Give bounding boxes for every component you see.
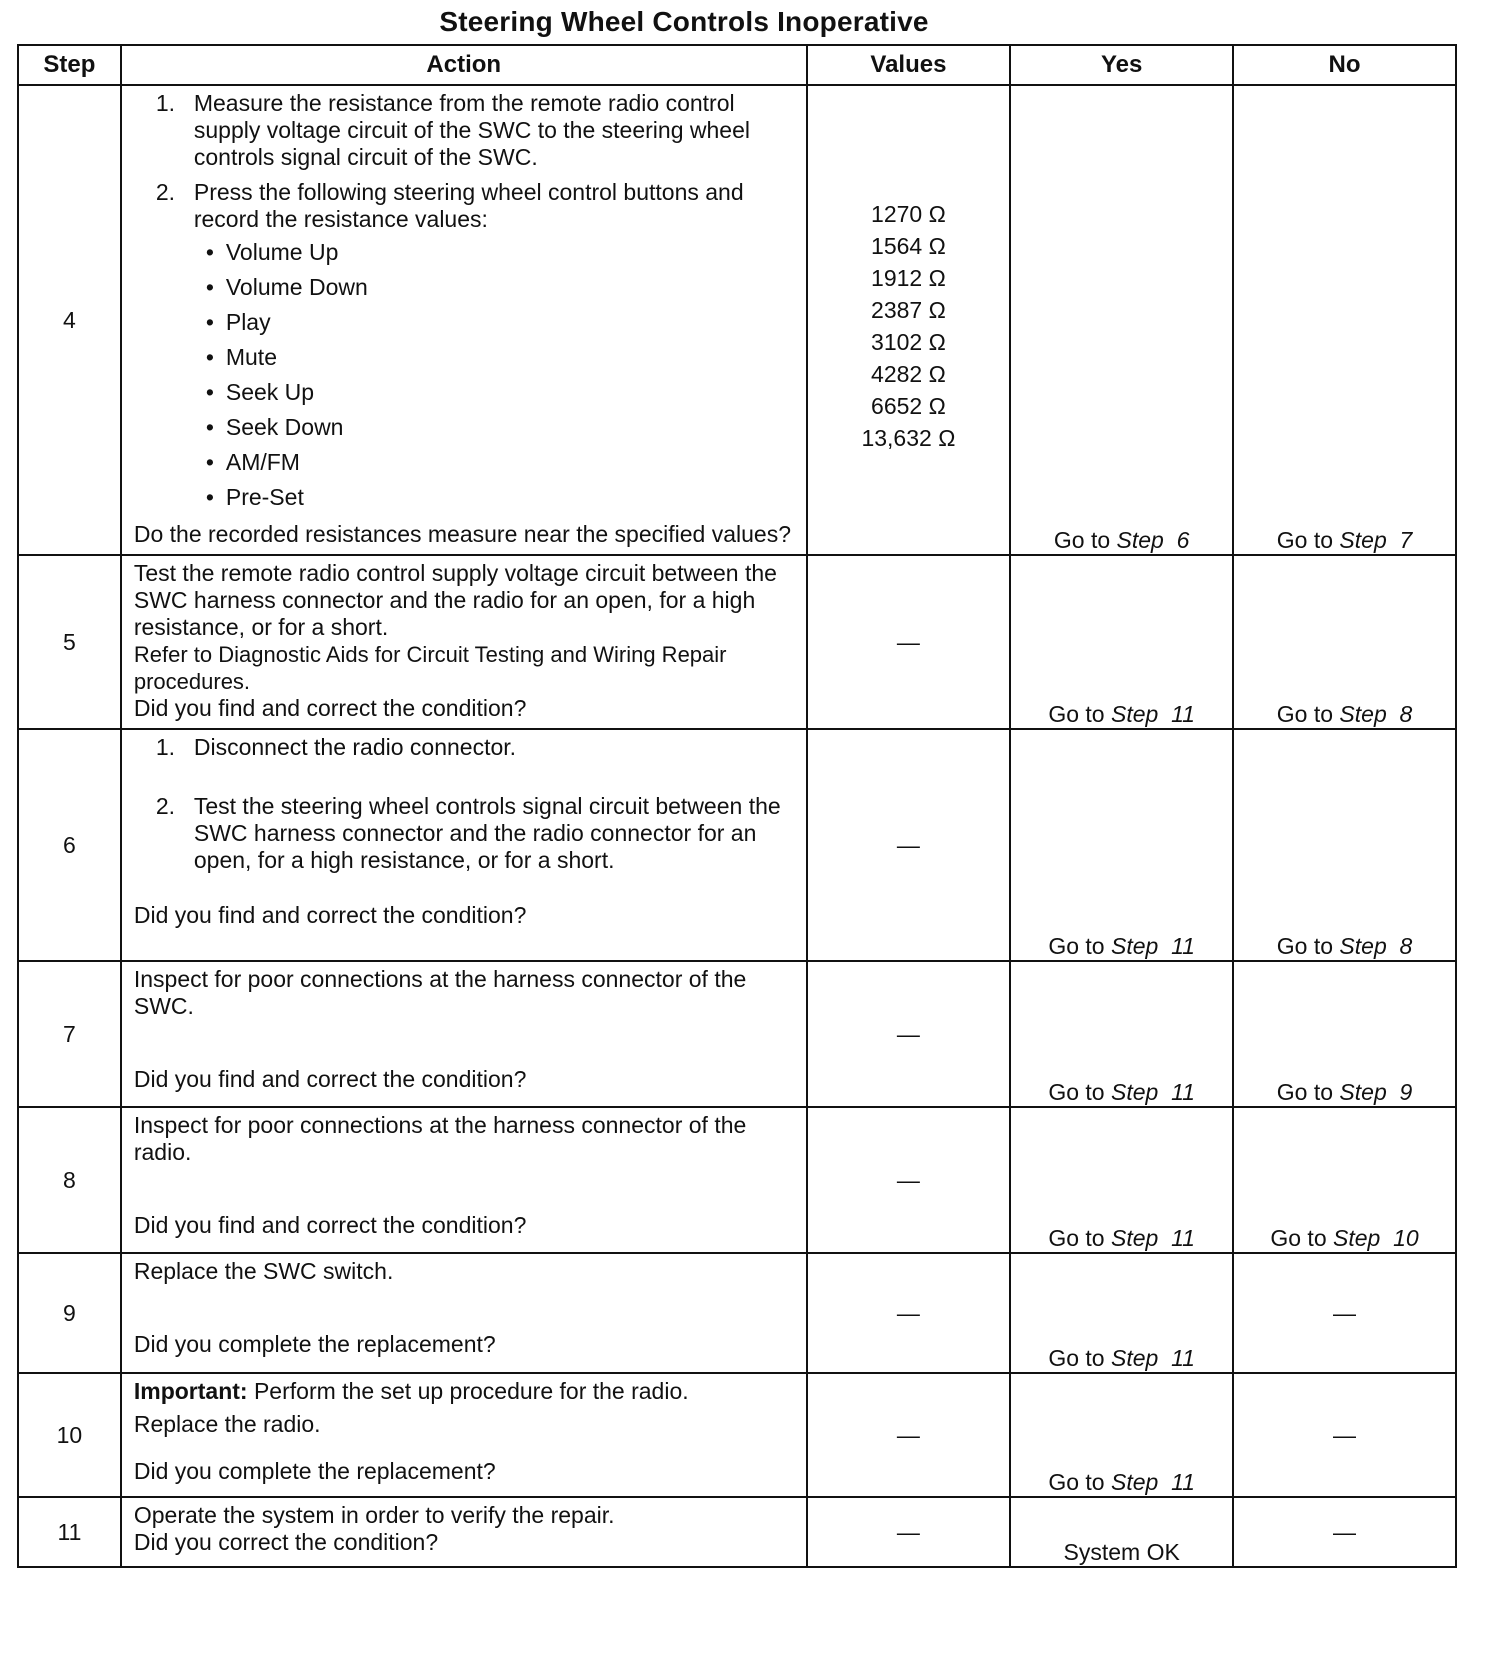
step-number: 7 bbox=[18, 961, 121, 1107]
step-number: 8 bbox=[18, 1107, 121, 1253]
question-text: Did you complete the replacement? bbox=[133, 1458, 496, 1484]
value-item: 3102 Ω bbox=[871, 329, 946, 355]
no-cell bbox=[1233, 555, 1456, 729]
header-no: No bbox=[1233, 45, 1456, 85]
values-cell: — bbox=[807, 1497, 1011, 1567]
value-item: 1270 Ω bbox=[871, 201, 946, 227]
action-text: Test the remote radio control supply voltage circuit between the SWC harness connector and the radio for an open, for a high resistance, or for a short. bbox=[133, 560, 777, 640]
item-text: Measure the resistance from the remote radio control supply voltage circuit of the SWC to the steering wheel controls signal circuit of the SWC. bbox=[193, 90, 750, 170]
yes-step-number: 11 bbox=[1171, 1345, 1195, 1371]
question-text: Did you find and correct the condition? bbox=[133, 1212, 527, 1238]
item-number: 1. bbox=[155, 734, 176, 760]
list-item: • Seek Up bbox=[134, 375, 796, 410]
step-number: 6 bbox=[18, 729, 121, 961]
question-text: Did you find and correct the condition? bbox=[133, 695, 527, 721]
no-cell bbox=[1233, 729, 1456, 961]
yes-cell bbox=[1010, 1373, 1233, 1497]
step-number: 9 bbox=[18, 1253, 121, 1373]
note-text: Refer to Diagnostic Aids for Circuit Testing and Wiring Repair procedures. bbox=[133, 642, 727, 694]
table-row-step-5 bbox=[18, 555, 1456, 729]
question-text: Did you find and correct the condition? bbox=[133, 902, 527, 928]
action-cell bbox=[121, 1253, 807, 1373]
yes-cell bbox=[1010, 555, 1233, 729]
value-item: 6652 Ω bbox=[871, 393, 946, 419]
step-number: 11 bbox=[18, 1497, 121, 1567]
action-cell bbox=[121, 1107, 807, 1253]
goto-text: Go to bbox=[1270, 1225, 1327, 1251]
yes-step-number: 11 bbox=[1171, 1469, 1195, 1495]
goto-text: Go to bbox=[1048, 1079, 1105, 1105]
header-values: Values bbox=[807, 45, 1011, 85]
item-number: 1. bbox=[155, 90, 176, 116]
no-step-number: 9 bbox=[1399, 1079, 1413, 1105]
important-label: Important: bbox=[133, 1378, 248, 1404]
step-number: 10 bbox=[18, 1373, 121, 1497]
action-cell bbox=[121, 961, 807, 1107]
step-word: Step bbox=[1339, 933, 1387, 959]
values-cell: — bbox=[807, 1373, 1011, 1497]
goto-text: Go to bbox=[1048, 1469, 1105, 1495]
action-item bbox=[134, 793, 796, 874]
step-word: Step bbox=[1116, 527, 1164, 553]
values-cell: — bbox=[807, 729, 1011, 961]
table-row-step-4 bbox=[18, 85, 1456, 555]
step-word: Step bbox=[1333, 1225, 1381, 1251]
list-item: • Seek Down bbox=[134, 410, 796, 445]
no-step-number: 8 bbox=[1399, 701, 1413, 727]
item-text: Press the following steering wheel control buttons and record the resistance values: bbox=[193, 179, 744, 232]
table-row-step-7 bbox=[18, 961, 1456, 1107]
question-text: Did you complete the replacement? bbox=[133, 1331, 496, 1357]
list-item: • AM/FM bbox=[134, 445, 796, 480]
step-number: 4 bbox=[18, 85, 121, 555]
values-cell: — bbox=[807, 555, 1011, 729]
step-word: Step bbox=[1110, 933, 1159, 959]
table-row-step-10 bbox=[18, 1373, 1456, 1497]
goto-text: Go to bbox=[1276, 527, 1334, 553]
question-text: Do the recorded resistances measure near the specified values? bbox=[133, 521, 791, 547]
no-cell: — bbox=[1233, 1253, 1456, 1373]
yes-step-number: 11 bbox=[1171, 933, 1195, 959]
goto-text: Go to bbox=[1276, 701, 1334, 727]
list-item: • Volume Up bbox=[134, 235, 796, 270]
header-row bbox=[18, 45, 1456, 85]
item-text: Test the steering wheel controls signal circuit between the SWC harness connector and the radio connector for an open, for a high resistance, or for a short. bbox=[193, 793, 781, 873]
no-step-number: 8 bbox=[1399, 933, 1413, 959]
step-word: Step bbox=[1110, 1079, 1159, 1105]
step-word: Step bbox=[1339, 1079, 1387, 1105]
value-item: 4282 Ω bbox=[871, 361, 946, 387]
important-text: Perform the set up procedure for the radio. bbox=[247, 1378, 689, 1404]
yes-cell: System OK bbox=[1010, 1497, 1233, 1567]
step-word: Step bbox=[1110, 1345, 1159, 1371]
question-text: Did you find and correct the condition? bbox=[133, 1066, 527, 1092]
step-word: Step bbox=[1110, 701, 1159, 727]
action-item bbox=[134, 90, 796, 171]
action-text: Replace the radio. bbox=[133, 1411, 321, 1437]
question-text: Did you correct the condition? bbox=[133, 1529, 439, 1555]
values-cell: — bbox=[807, 1253, 1011, 1373]
item-number: 2. bbox=[155, 793, 176, 819]
action-text: Operate the system in order to verify the repair. bbox=[133, 1502, 615, 1528]
list-item: • Pre-Set bbox=[134, 480, 796, 515]
item-number: 2. bbox=[155, 179, 176, 205]
no-step-number: 10 bbox=[1393, 1225, 1419, 1251]
table-row-step-6 bbox=[18, 729, 1456, 961]
list-item: • Play bbox=[134, 305, 796, 340]
action-cell bbox=[121, 1497, 807, 1567]
header-yes: Yes bbox=[1010, 45, 1233, 85]
step-number: 5 bbox=[18, 555, 121, 729]
no-cell bbox=[1233, 961, 1456, 1107]
list-item: • Volume Down bbox=[134, 270, 796, 305]
diagnostic-table bbox=[17, 44, 1457, 1568]
goto-text: Go to bbox=[1276, 933, 1334, 959]
step-word: Step bbox=[1339, 527, 1387, 553]
values-cell: — bbox=[807, 961, 1011, 1107]
goto-text: Go to bbox=[1053, 527, 1111, 553]
yes-cell bbox=[1010, 1107, 1233, 1253]
yes-cell bbox=[1010, 729, 1233, 961]
value-item: 1912 Ω bbox=[871, 265, 946, 291]
goto-text: Go to bbox=[1048, 1345, 1105, 1371]
no-step-number: 7 bbox=[1399, 527, 1413, 553]
table-row-step-8 bbox=[18, 1107, 1456, 1253]
yes-step-number: 11 bbox=[1171, 701, 1195, 727]
item-text: Disconnect the radio connector. bbox=[193, 734, 517, 760]
table-row-step-11 bbox=[18, 1497, 1456, 1567]
action-text: Inspect for poor connections at the harness connector of the radio. bbox=[133, 1112, 747, 1165]
no-cell bbox=[1233, 85, 1456, 555]
yes-step-number: 6 bbox=[1176, 527, 1190, 553]
header-step: Step bbox=[18, 45, 121, 85]
button-list bbox=[134, 235, 796, 515]
action-text: Inspect for poor connections at the harness connector of the SWC. bbox=[133, 966, 747, 1019]
yes-cell bbox=[1010, 85, 1233, 555]
values-cell: — bbox=[807, 1107, 1011, 1253]
yes-step-number: 11 bbox=[1171, 1225, 1195, 1251]
yes-cell bbox=[1010, 961, 1233, 1107]
value-item: 13,632 Ω bbox=[861, 425, 956, 451]
step-word: Step bbox=[1110, 1469, 1159, 1495]
table-row-step-9 bbox=[18, 1253, 1456, 1373]
important-note bbox=[134, 1378, 796, 1405]
step-word: Step bbox=[1110, 1225, 1159, 1251]
action-cell bbox=[121, 1373, 807, 1497]
action-item bbox=[134, 179, 796, 233]
step-word: Step bbox=[1339, 701, 1387, 727]
no-cell: — bbox=[1233, 1373, 1456, 1497]
values-cell bbox=[807, 85, 1011, 555]
action-text: Replace the SWC switch. bbox=[133, 1258, 394, 1284]
list-item: • Mute bbox=[134, 340, 796, 375]
value-item: 1564 Ω bbox=[871, 233, 946, 259]
header-action: Action bbox=[121, 45, 807, 85]
goto-text: Go to bbox=[1276, 1079, 1334, 1105]
no-cell: — bbox=[1233, 1497, 1456, 1567]
action-cell bbox=[121, 85, 807, 555]
action-item bbox=[134, 734, 796, 761]
action-cell bbox=[121, 729, 807, 961]
value-item: 2387 Ω bbox=[871, 297, 946, 323]
goto-text: Go to bbox=[1048, 933, 1105, 959]
yes-cell bbox=[1010, 1253, 1233, 1373]
yes-step-number: 11 bbox=[1171, 1079, 1195, 1105]
no-cell bbox=[1233, 1107, 1456, 1253]
page-title: Steering Wheel Controls Inoperative bbox=[439, 6, 929, 37]
action-cell bbox=[121, 555, 807, 729]
goto-text: Go to bbox=[1048, 701, 1105, 727]
goto-text: Go to bbox=[1048, 1225, 1105, 1251]
